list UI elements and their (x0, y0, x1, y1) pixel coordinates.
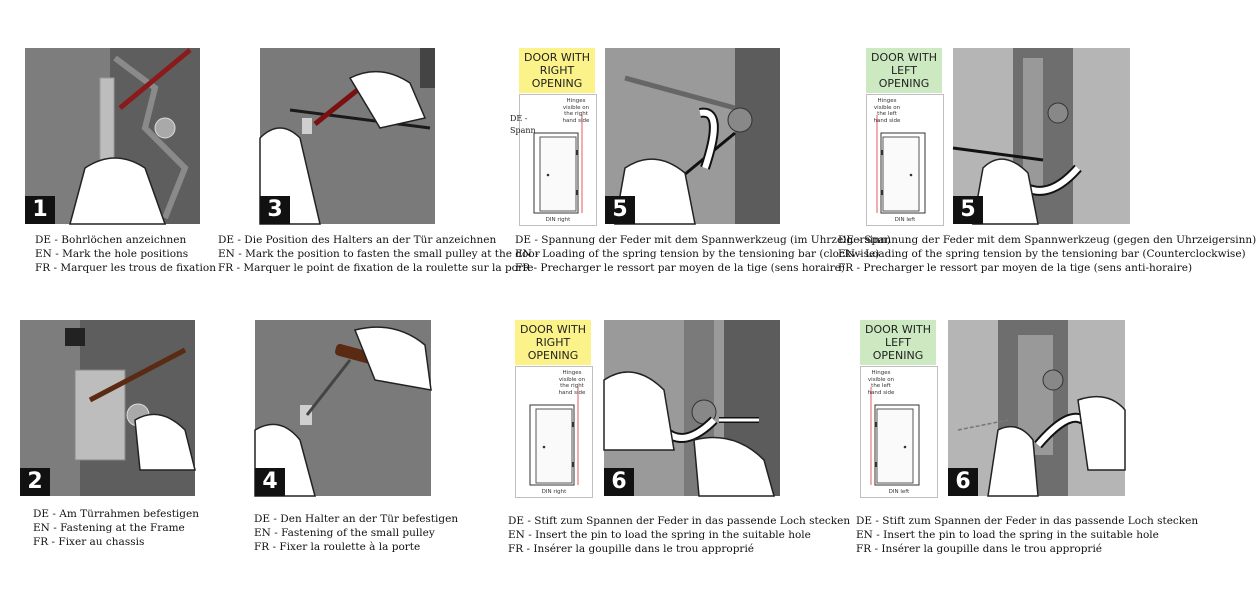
step-1-caption (35, 233, 216, 275)
step-5-left-photo (953, 48, 1130, 224)
step-2-photo (20, 320, 195, 496)
step-6-left-hinge-note: Hinges visible on the left hand side (867, 370, 895, 396)
step-3-en: EN - Mark the position to fasten the small pulley at the door (218, 248, 540, 260)
step-6-right-photo (604, 320, 780, 496)
step-6-right-caption (508, 514, 850, 556)
step-5-right-din: DIN right (545, 217, 571, 223)
step-5-left-hinge-note: Hinges visible on the left hand side (873, 98, 901, 124)
step-5-right-fr: FR - Precharger le ressort par moyen de la tige (sens horaire) (515, 262, 845, 274)
step-6-right-de: DE - Stift zum Spannen der Feder in das passende Loch stecken (508, 515, 851, 527)
step-1-en: EN - Mark the hole positions (35, 248, 189, 260)
step-6-left-door-diagram (860, 366, 938, 498)
step-6-right-door-diagram (515, 366, 593, 498)
step-5-right-de: DE - Spannung der Feder mit dem Spannwerkzeug (im Uhrzeigersinn) (515, 234, 891, 246)
step-3-caption (218, 233, 540, 275)
step-5-left-opening-tag: DOOR WITH LEFT OPENING (866, 48, 942, 93)
step-6-left-opening-tag: DOOR WITH LEFT OPENING (860, 320, 936, 365)
step-1-number: 1 (25, 196, 55, 224)
step-6-left-fr: FR - Insérer la goupille dans le trou approprié (856, 543, 1103, 555)
step-6-left-caption (856, 514, 1198, 556)
step-5-right-en: EN - Loading of the spring tension by the tensioning bar (clockwise) (515, 248, 880, 260)
stray-label-line-2: Spann (510, 126, 536, 135)
step-5-left-door-diagram (866, 94, 944, 226)
step-6-right-hinge-note: Hinges visible on the right hand side (558, 370, 586, 396)
step-6-right-en: EN - Insert the pin to load the spring in the suitable hole (508, 529, 811, 541)
step-6-left-din: DIN left (888, 489, 910, 495)
step-4-caption (254, 512, 458, 554)
step-6-left-number: 6 (948, 468, 978, 496)
step-5-left-en: EN - Loading of the spring tension by the tensioning bar (Counterclockwise) (838, 248, 1246, 260)
step-2-number: 2 (20, 468, 50, 496)
step-5-right-number: 5 (605, 196, 635, 224)
stray-label-line-1: DE - (510, 114, 528, 123)
step-6-right-number: 6 (604, 468, 634, 496)
step-3-number: 3 (260, 196, 290, 224)
step-5-right-photo (605, 48, 780, 224)
step-6-left-de: DE - Stift zum Spannen der Feder in das passende Loch stecken (856, 515, 1199, 527)
step-5-left-fr: FR - Precharger le ressort par moyen de la tige (sens anti-horaire) (838, 262, 1193, 274)
step-5-left-caption (838, 233, 1256, 275)
step-2-en: EN - Fastening at the Frame (33, 522, 185, 534)
step-4-fr: FR - Fixer la roulette à la porte (254, 541, 421, 553)
step-5-right-hinge-note: Hinges visible on the right hand side (562, 98, 590, 124)
step-4-number: 4 (255, 468, 285, 496)
step-1-photo (25, 48, 200, 224)
step-4-de: DE - Den Halter an der Tür befestigen (254, 513, 459, 525)
step-4-en: EN - Fastening of the small pulley (254, 527, 435, 539)
step-2-de: DE - Am Türrahmen befestigen (33, 508, 199, 520)
step-3-photo (260, 48, 435, 224)
step-6-right-opening-tag: DOOR WITH RIGHT OPENING (515, 320, 591, 365)
stray-label (510, 113, 536, 137)
step-5-right-opening-tag: DOOR WITH RIGHT OPENING (519, 48, 595, 93)
step-5-left-number: 5 (953, 196, 983, 224)
step-6-right-fr: FR - Insérer la goupille dans le trou approprié (508, 543, 755, 555)
step-3-de: DE - Die Position des Halters an der Tür anzeichnen (218, 234, 497, 246)
step-2-fr: FR - Fixer au chassis (33, 536, 145, 548)
step-5-left-de: DE - Spannung der Feder mit dem Spannwerkzeug (gegen den Uhrzeigersinn) (838, 234, 1256, 246)
step-5-right-caption (515, 233, 891, 275)
step-1-fr: FR - Marquer les trous de fixation (35, 262, 216, 274)
step-6-left-photo (948, 320, 1125, 496)
step-6-right-din: DIN right (541, 489, 567, 495)
step-6-left-en: EN - Insert the pin to load the spring in the suitable hole (856, 529, 1159, 541)
step-1-de: DE - Bohrlöchen anzeichnen (35, 234, 187, 246)
step-4-photo (255, 320, 431, 496)
step-3-fr: FR - Marquer le point de fixation de la roulette sur la porte (218, 262, 534, 274)
step-2-caption (33, 507, 199, 549)
step-5-left-din: DIN left (894, 217, 916, 223)
